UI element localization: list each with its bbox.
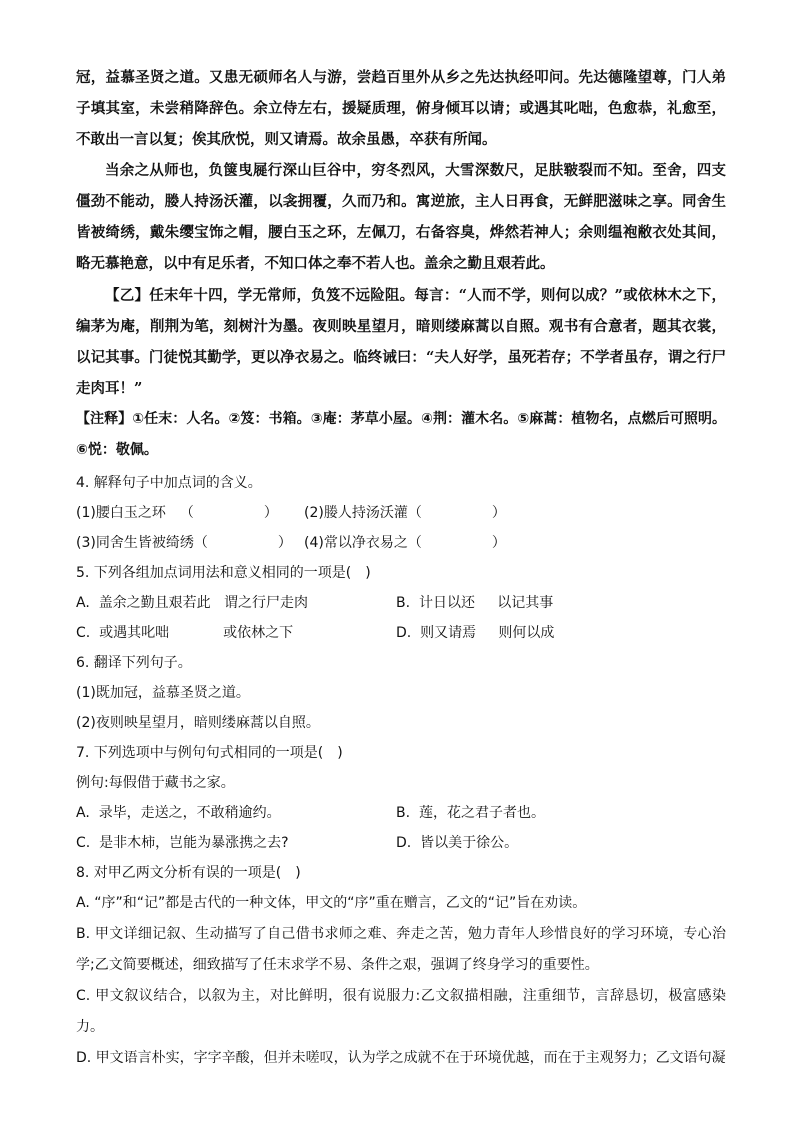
q8-option-c[interactable]: C. 甲文叙议结合，以叙为主，对比鲜明，很有说服力:乙文叙描相融，注重细节，言辞恳切，极富感染力。 <box>76 988 726 1035</box>
passage-yi-para: 【乙】任末年十四，学无常师，负笈不远险阻。每言：“人而不学，则何以成？”或依林木之下，编茅为庵，削荆为笔，刻树汁为墨。夜则映星望月，暗则缕麻蒿以自照。观书有合意者，题其衣裳，以记其事。门徒悦其勤学，更以净衣易之。临终诫曰：“夫人好学，虽死若存；不学者虽存，谓之行尸走肉耳！” <box>76 287 726 397</box>
q4-blank-4[interactable]: （ ） <box>407 535 506 551</box>
question-4-stem: 4. 解释句子中加点词的含义。 <box>76 475 262 491</box>
q4-item-4: (4)常以净衣易之 <box>304 535 408 551</box>
question-8-stem: 8. 对甲乙两文分析有误的一项是( ) <box>76 865 301 881</box>
q7-option-d[interactable]: D. 皆以美于徐公。 <box>396 835 519 851</box>
q4-item-2: (2)媵人持汤沃灌 <box>304 505 408 521</box>
question-5-stem: 5. 下列各组加点词用法和意义相同的一项是( ) <box>76 565 371 581</box>
q4-blank-2[interactable]: （ ） <box>407 505 506 521</box>
q7-option-c[interactable]: C. 是非木柿，岂能为暴涨携之去? <box>76 835 289 851</box>
question-6-stem: 6. 翻译下列句子。 <box>76 655 192 671</box>
q7-option-a[interactable]: A. 录毕，走送之，不敢稍逾约。 <box>76 805 281 821</box>
q5-option-b[interactable]: B. 计日以还 以记其事 <box>396 595 554 611</box>
q5-option-c[interactable]: C. 或遇其叱咄 或依林之下 <box>76 625 294 641</box>
q8-option-b[interactable]: B. 甲文详细记叙、生动描写了自己借书求师之难、奔走之苦，勉力青年人珍惜良好的学习环境，专心治学;乙文简要概述，细致描写了任末求学不易、条件之艰，强调了终身学习的重要性。 <box>76 926 726 973</box>
question-4-row-1 <box>76 498 726 528</box>
q4-blank-1[interactable]: （ ） <box>179 505 278 521</box>
question-5-row-1 <box>76 588 726 618</box>
q4-item-1: (1)腰白玉之环 <box>76 505 166 521</box>
document-page <box>76 62 726 1074</box>
q7-example: 例句:每假借于藏书之家。 <box>76 775 235 791</box>
q5-option-a[interactable]: A. 盖余之勤且艰若此 谓之行尸走肉 <box>76 595 309 611</box>
q6-item-2: (2)夜则映星望月，暗则缕麻蒿以自照。 <box>76 715 320 731</box>
question-7-stem: 7. 下列选项中与例句句式相同的一项是( ) <box>76 745 343 761</box>
q4-item-3: (3)同舍生皆被绮绣 <box>76 535 194 551</box>
q4-blank-3[interactable]: （ ） <box>193 535 292 551</box>
passage-jia-para-2: 当余之从师也，负箧曳屣行深山巨谷中，穷冬烈风，大雪深数尺，足肤皲裂而不知。至舍，四支僵劲不能动，媵人持汤沃灌，以衾拥覆，久而乃和。寓逆旅，主人日再食，无鲜肥滋味之享。同舍生皆被绮绣，戴朱缨宝饰之帽，腰白玉之环，左佩刀，右备容臭，烨然若神人；余则缊袍敝衣处其间，略无慕艳意，以中有足乐者，不知口体之奉不若人也。盖余之勤且艰若此。 <box>76 162 726 272</box>
q6-item-1: (1)既加冠，益慕圣贤之道。 <box>76 685 250 701</box>
question-4-row-2 <box>76 528 726 558</box>
q8-option-a[interactable]: A. “序”和“记”都是古代的一种文体，甲文的“序”重在赠言，乙文的“记”旨在劝读。 <box>76 895 587 911</box>
passage-jia-para-1: 冠，益慕圣贤之道。又患无硕师名人与游，尝趋百里外从乡之先达执经叩问。先达德隆望尊，门人弟子填其室，未尝稍降辞色。余立侍左右，援疑质理，俯身倾耳以请；或遇其叱咄，色愈恭，礼愈至，不敢出一言以复；俟其欣悦，则又请焉。故余虽愚，卒获有所闻。 <box>76 69 726 148</box>
annotation-notes: 【注释】①任末：人名。②笈：书箱。③庵：茅草小屋。④荆：灌木名。⑤麻蒿：植物名，点燃后可照明。⑥悦：敬佩。 <box>76 411 726 458</box>
q8-option-d[interactable]: D. 甲文语言朴实，字字辛酸，但并未嗟叹，认为学之成就不在于环境优越，而在于主观努力；乙文语句凝 <box>76 1050 726 1066</box>
question-7-row-2 <box>76 828 726 858</box>
question-5-row-2 <box>76 618 726 648</box>
q5-option-d[interactable]: D. 则又请焉 则何以成 <box>396 625 555 641</box>
q7-option-b[interactable]: B. 莲，花之君子者也。 <box>396 805 545 821</box>
question-7-row-1 <box>76 798 726 828</box>
